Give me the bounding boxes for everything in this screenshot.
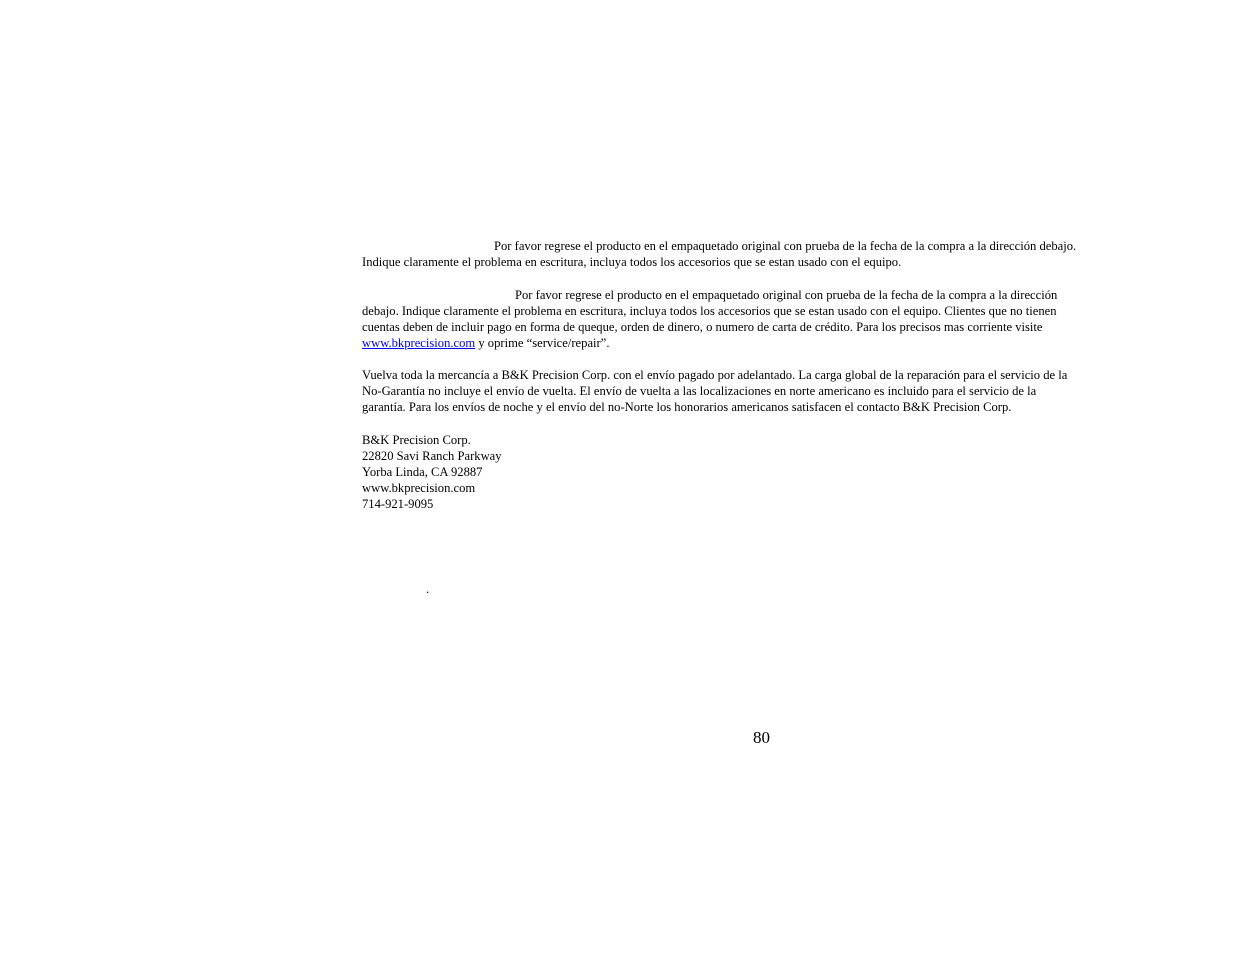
shipping-paragraph [362,367,1162,415]
address-street: 22820 Savi Ranch Parkway [362,449,502,464]
warranty-service-paragraph [362,238,1162,270]
non-warranty-service-paragraph [362,287,1162,351]
address-phone: 714-921-9095 [362,497,434,512]
shipping-line-3: garantía. Para los envíos de noche y el envío del no-Norte los honorarios americanos satisfacen el contacto B&K Precision Corp. [362,400,1012,415]
address-company: B&K Precision Corp. [362,433,471,447]
warranty-line-2: Indique claramente el problema en escritura, incluya todos los accesorios que se estan usado con el equipo. [362,255,902,270]
non-warranty-text-4: y oprime “service/repair”. [475,336,610,351]
address-website: www.bkprecision.com [362,481,476,496]
shipping-line-1: Vuelva toda la mercancía a B&K Precision Corp. con el envío pagado por adelantado. La carga global de la reparación para el servicio de la [362,368,1068,382]
stray-mark: . [426,582,430,596]
page-number: 80 [753,728,770,747]
shipping-line-2: No-Garantía no incluye el envío de vuelta. El envío de vuelta a las localizaciones en norte americano es incluido para el servicio de la [362,384,1037,399]
warranty-line-1 [362,238,1162,254]
non-warranty-line-2: debajo. Indique claramente el problema en escritura, incluya todos los accesorios que se estan usado con el equipo. Clientes que no tienen [362,304,1057,319]
non-warranty-line-3: cuentas deben de incluir pago en forma de queque, orden de dinero, o numero de carta de crédito. Para los precisos mas corriente visite [362,320,1043,335]
non-warranty-line-4 [362,335,1162,351]
non-warranty-text-1: Por favor regrese el producto en el empaquetado original con prueba de la fecha de la compra a la dirección [515,288,1058,302]
warranty-text-1: Por favor regrese el producto en el empaquetado original con prueba de la fecha de la compra a la dirección debajo. [494,239,1077,253]
address-city: Yorba Linda, CA 92887 [362,465,483,480]
address-block [362,432,1162,512]
bkprecision-link[interactable]: www.bkprecision.com [362,336,476,351]
non-warranty-line-1 [362,287,1162,303]
